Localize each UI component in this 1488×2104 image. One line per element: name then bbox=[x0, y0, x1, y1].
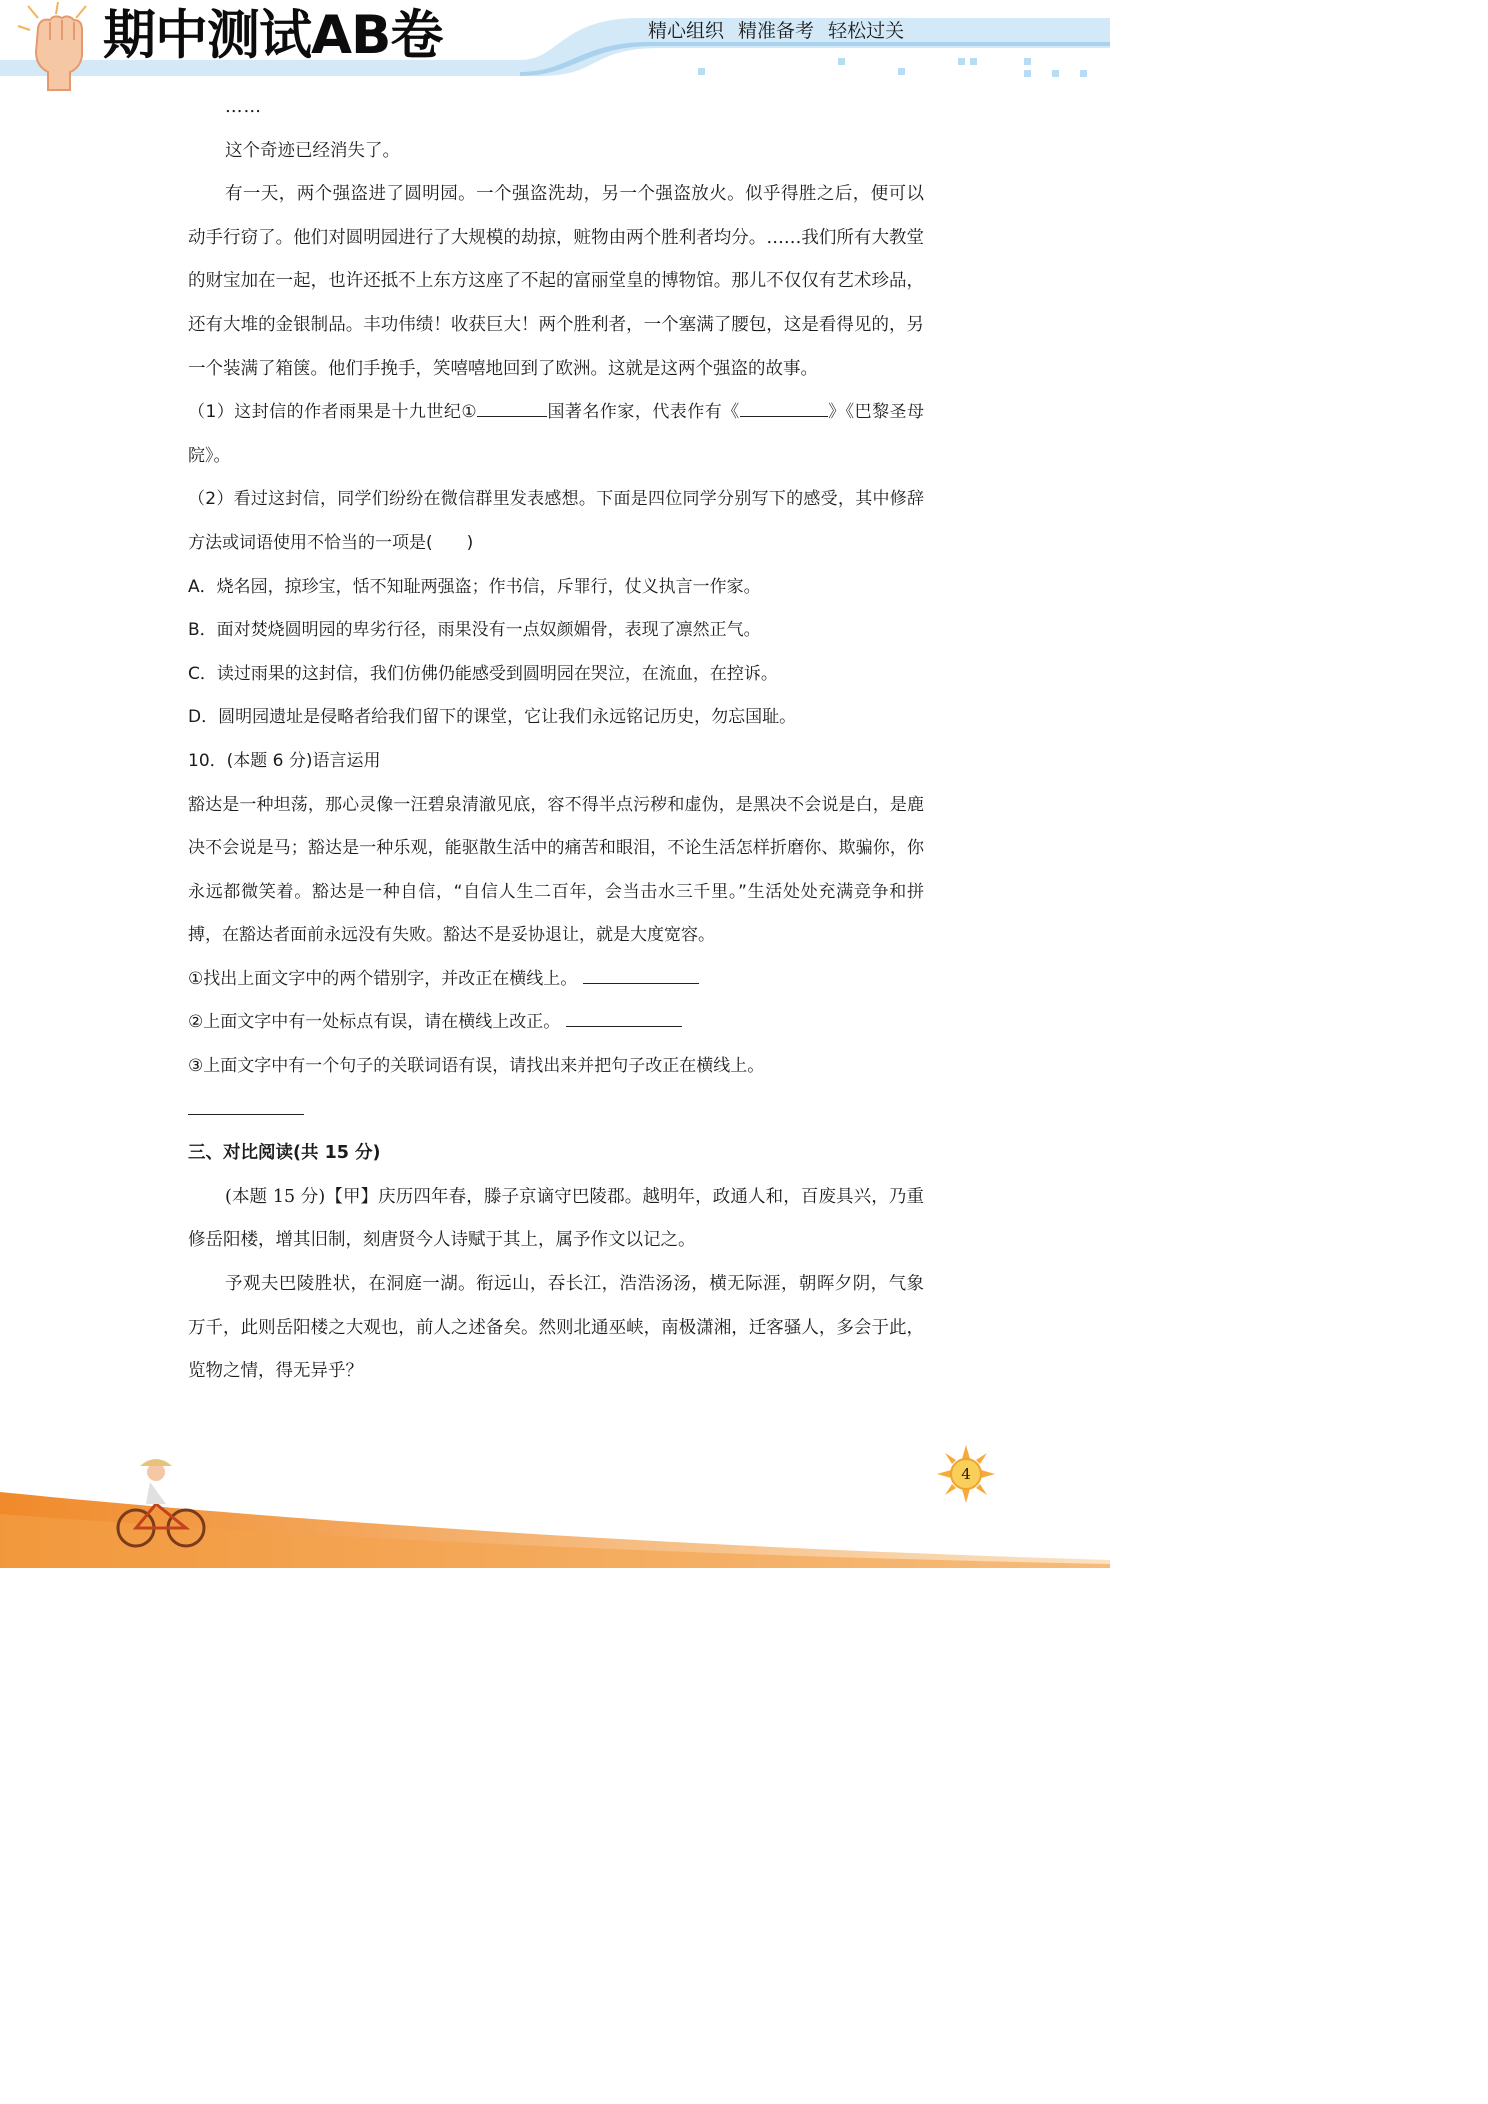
option-d: D．圆明园遗址是侵略者给我们留下的课堂，它让我们永远铭记历史，勿忘国耻。 bbox=[188, 707, 797, 728]
ellipsis-line: …… bbox=[225, 97, 262, 117]
answer-blank[interactable] bbox=[566, 1008, 682, 1027]
answer-blank[interactable] bbox=[583, 965, 699, 984]
question-10-sub-1: ①找出上面文字中的两个错别字，并改正在横线上。 bbox=[188, 958, 924, 1002]
answer-blank[interactable] bbox=[477, 398, 547, 417]
question-10-text: 豁达是一种坦荡，那心灵像一汪碧泉清澈见底，容不得半点污秽和虚伪，是黑决不会说是白，是鹿决不会说是马；豁达是一种乐观，能驱散生活中的痛苦和眼泪，不论生活怎样折磨你、欺骗你，你永远都微笑着。豁达是一种自信，“自信人生二百年，会当击水三千里。”生活处处充满竞争和拼搏，在豁达者面前永远没有失败。豁达不是妥协退让，就是大度宽容。 bbox=[188, 794, 924, 946]
question-10-sub-2: ②上面文字中有一处标点有误，请在横线上改正。 bbox=[188, 1001, 924, 1045]
question-2-stem: （2）看过这封信，同学们纷纷在微信群里发表感想。下面是四位同学分别写下的感受，其中修辞方法或词语使用不恰当的一项是( ) bbox=[188, 489, 924, 553]
question-1 bbox=[188, 391, 924, 478]
option-c: C．读过雨果的这封信，我们仿佛仍能感受到圆明园在哭泣，在流血，在控诉。 bbox=[188, 663, 778, 684]
question-10-heading: 10．(本题 6 分)语言运用 bbox=[188, 750, 381, 771]
passage-paragraph: 这个奇迹已经消失了。 bbox=[225, 140, 400, 161]
question-1-part-c: 》《巴黎圣母院》。 bbox=[188, 402, 925, 466]
raised-fist-icon bbox=[8, 0, 108, 92]
section-3-heading: 三、对比阅读(共 15 分) bbox=[188, 1143, 381, 1164]
exam-content bbox=[188, 86, 924, 1394]
header-slogan: 精心组织 精准备考 轻松过关 bbox=[648, 20, 905, 42]
page-header bbox=[0, 0, 1110, 92]
reading-paragraph: (本题 15 分)【甲】庆历四年春，滕子京谪守巴陵郡。越明年，政通人和，百废具兴，乃重修岳阳楼，增其旧制，刻唐贤今人诗赋于其上，属予作文以记之。 bbox=[188, 1186, 924, 1251]
question-1-part-a: （1）这封信的作者雨果是十九世纪① bbox=[188, 402, 478, 423]
passage-paragraph: 有一天，两个强盗进了圆明园。一个强盗洗劫，另一个强盗放火。似乎得胜之后，便可以动手行窃了。他们对圆明园进行了大规模的劫掠，赃物由两个胜利者均分。……我们所有大教堂的财宝加在一起，也许还抵不上东方这座了不起的富丽堂皇的博物馆。那儿不仅仅有艺术珍品，还有大堆的金银制品。丰功伟绩！收获巨大！两个胜利者，一个塞满了腰包，这是看得见的，另一个装满了箱箧。他们手挽手，笑嘻嘻地回到了欧洲。这就是这两个强盗的故事。 bbox=[188, 184, 924, 379]
reading-paragraph: 予观夫巴陵胜状，在洞庭一湖。衔远山，吞长江，浩浩汤汤，横无际涯，朝晖夕阴，气象万千，此则岳阳楼之大观也，前人之述备矣。然则北通巫峡，南极潇湘，迁客骚人，多会于此，览物之情，得无异乎？ bbox=[188, 1274, 924, 1382]
question-10-sub-3: ③上面文字中有一个句子的关联词语有误，请找出来并把句子改正在横线上。 bbox=[188, 1056, 765, 1077]
page-number: 4 bbox=[961, 1465, 971, 1483]
option-a: A．烧名园，掠珍宝，恬不知耻两强盗；作书信，斥罪行，仗义执言一作家。 bbox=[188, 576, 761, 597]
question-1-part-b: 国著名作家，代表作有《 bbox=[547, 402, 740, 423]
answer-blank[interactable] bbox=[188, 1096, 304, 1115]
option-b: B．面对焚烧圆明园的卑劣行径，雨果没有一点奴颜媚骨，表现了凛然正气。 bbox=[188, 620, 761, 641]
answer-blank[interactable] bbox=[740, 398, 828, 417]
header-title: 期中测试AB卷 bbox=[103, 5, 443, 66]
question-10-sub-3-answer bbox=[188, 1089, 924, 1133]
